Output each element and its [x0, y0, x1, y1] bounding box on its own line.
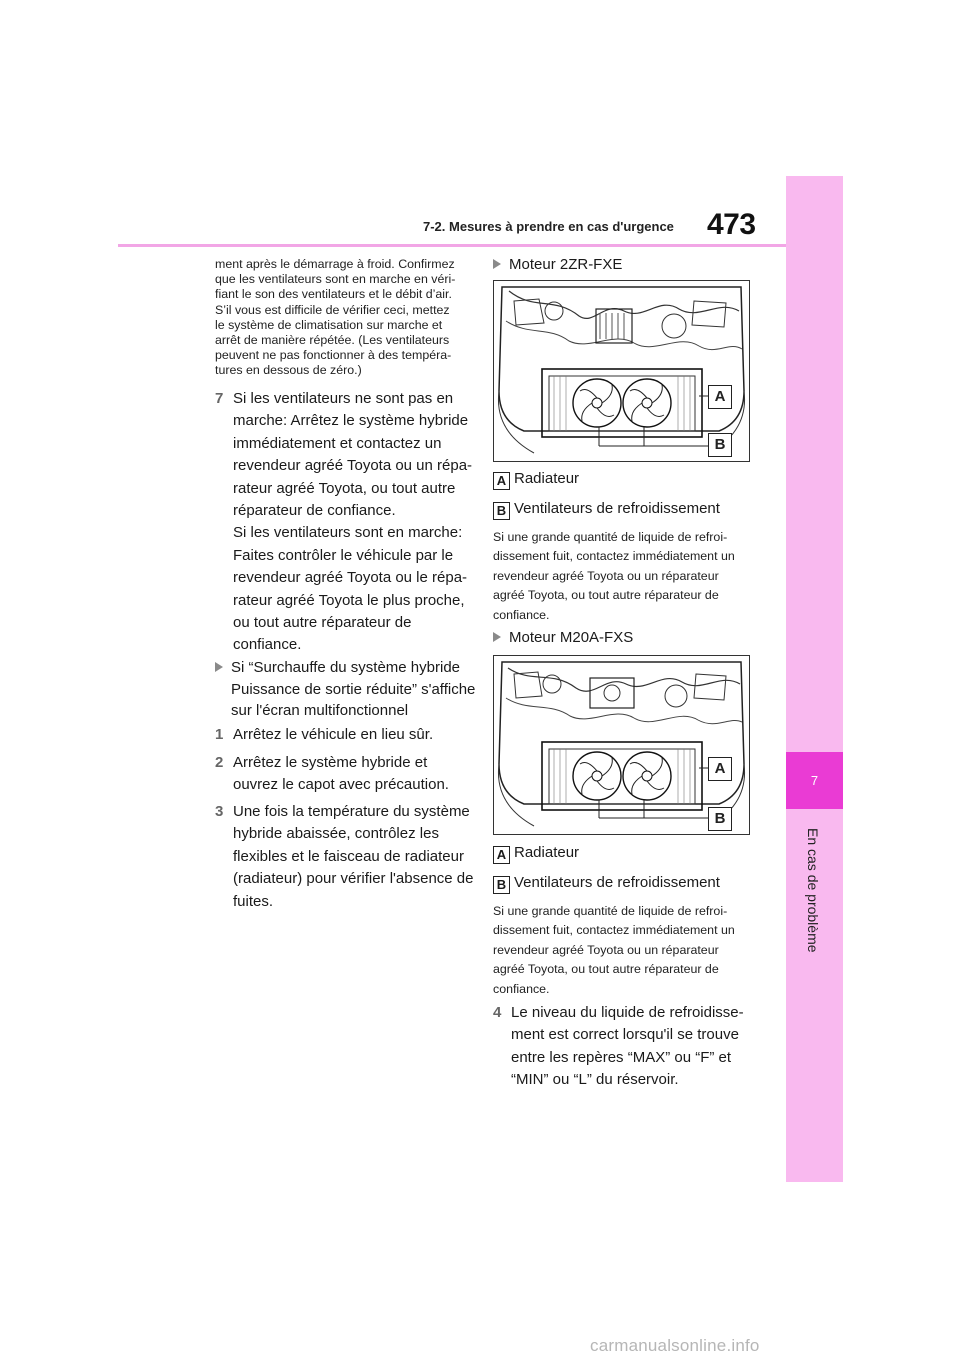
legend-radiator	[493, 470, 579, 490]
callout-b: B	[708, 807, 732, 831]
text-line: arrêt de manière répétée. (Les ventilateurs	[215, 333, 450, 348]
callout-a: A	[708, 757, 732, 781]
legend-radiator	[493, 844, 579, 864]
text-line: ment est correct lorsqu'il se trouve	[511, 1026, 739, 1044]
text-line: rateur agréé Toyota le plus proche,	[233, 591, 465, 609]
text-line: (radiateur) pour vérifier l'absence de	[233, 870, 474, 888]
legend-label: Radiateur	[514, 844, 580, 861]
legend-label: Ventilateurs de refroidissement	[514, 874, 720, 891]
legend-key-a: A	[493, 846, 510, 864]
legend-cooling-fans	[493, 874, 720, 894]
text-line: réparateur de confiance.	[233, 502, 396, 520]
text-line: tures en dessous de zéro.)	[215, 363, 362, 378]
legend-cooling-fans	[493, 500, 720, 520]
chapter-side-strip	[786, 176, 843, 1182]
text-line: Si les ventilateurs ne sont pas en	[233, 390, 454, 407]
text-line: hybride abaissée, contrôlez les	[233, 825, 439, 843]
text-line: marche: Arrêtez le système hybride	[233, 412, 469, 430]
text-line: dissement fuit, contactez immédiatement un	[493, 923, 735, 938]
chapter-number-tab[interactable]: 7	[786, 752, 843, 809]
text-line: ment après le démarrage à froid. Confirmez	[215, 257, 455, 271]
text-line: fuites.	[233, 892, 274, 910]
text-line: le système de climatisation sur marche et	[215, 317, 443, 332]
text-line: Le niveau du liquide de refroidisse-	[511, 1004, 744, 1021]
legend-label: Ventilateurs de refroidissement	[514, 500, 720, 517]
text-line: flexibles et le faisceau de radiateur	[233, 847, 464, 865]
text-line: fiant le son des ventilateurs et le débit d’air.	[215, 287, 452, 302]
chapter-label: En cas de problème	[805, 828, 821, 953]
legend-key-b: B	[493, 876, 510, 894]
text-line: revendeur agréé Toyota ou un réparateur	[493, 942, 719, 957]
header-rule	[118, 244, 786, 247]
text-line: agréé Toyota, ou tout autre réparateur de	[493, 588, 719, 603]
step-number: 4	[493, 1004, 502, 1021]
callout-b: B	[708, 433, 732, 457]
text-line: Moteur 2ZR-FXE	[509, 256, 623, 273]
text-line: Si une grande quantité de liquide de refroi-	[493, 904, 728, 918]
engine-bay-illustration-m20a	[493, 655, 750, 835]
legend-key-a: A	[493, 472, 510, 490]
legend-key-b: B	[493, 502, 510, 520]
text-line: confiance.	[493, 981, 550, 996]
text-line: revendeur agréé Toyota ou un répa-	[233, 457, 473, 475]
text-line: Arrêtez le système hybride et	[233, 754, 428, 771]
text-line: Si une grande quantité de liquide de refroi-	[493, 530, 728, 544]
text-line: entre les repères “MAX” ou “F” et	[511, 1048, 732, 1066]
text-line: S’il vous est difficile de vérifier ceci, mettez	[215, 302, 450, 317]
footer-watermark: carmanualsonline.info	[590, 1336, 760, 1355]
triangle-bullet-icon	[493, 632, 501, 642]
leak-note	[493, 528, 735, 625]
callout-a: A	[708, 385, 732, 409]
text-line: Puissance de sortie réduite” s'affiche	[231, 680, 476, 698]
text-line: Si “Surchauffe du système hybride	[231, 659, 461, 676]
text-line: confiance.	[493, 607, 550, 622]
step-number: 3	[215, 803, 224, 820]
text-line: ou tout autre réparateur de	[233, 614, 412, 632]
text-line: confiance.	[233, 636, 302, 654]
text-line: agréé Toyota, ou tout autre réparateur de	[493, 962, 719, 977]
text-line: rateur agréé Toyota, ou tout autre	[233, 479, 456, 497]
text-line: sur l'écran multifonctionnel	[231, 702, 409, 719]
text-line: dissement fuit, contactez immédiatement un	[493, 549, 735, 564]
text-line: Arrêtez le véhicule en lieu sûr.	[233, 726, 434, 743]
leak-note	[493, 902, 735, 999]
step-number: 1	[215, 726, 224, 743]
text-line: que les ventilateurs sont en marche en véri-	[215, 272, 456, 287]
text-line: peuvent ne pas fonctionner à des tempéra-	[215, 348, 452, 363]
text-line: “MIN” ou “L” du réservoir.	[511, 1071, 679, 1089]
triangle-bullet-icon	[493, 259, 501, 269]
text-line: Faites contrôler le véhicule par le	[233, 546, 454, 564]
step-number: 7	[215, 390, 224, 407]
text-line: Moteur M20A-FXS	[509, 629, 634, 646]
text-line: Une fois la température du système	[233, 803, 470, 820]
text-line: immédiatement et contactez un	[233, 434, 442, 452]
page-number: 473	[707, 208, 756, 241]
text-line: ouvrez le capot avec précaution.	[233, 776, 449, 794]
legend-label: Radiateur	[514, 470, 580, 487]
text-line: revendeur agréé Toyota ou le répa-	[233, 569, 468, 587]
text-line: Si les ventilateurs sont en marche:	[233, 524, 463, 542]
section-title: 7-2. Mesures à prendre en cas d'urgence	[423, 219, 674, 234]
engine-bay-illustration-2zr	[493, 280, 750, 462]
step-number: 2	[215, 754, 224, 771]
text-line: revendeur agréé Toyota ou un réparateur	[493, 568, 719, 583]
triangle-bullet-icon	[215, 662, 223, 672]
continuation-paragraph	[215, 257, 470, 379]
